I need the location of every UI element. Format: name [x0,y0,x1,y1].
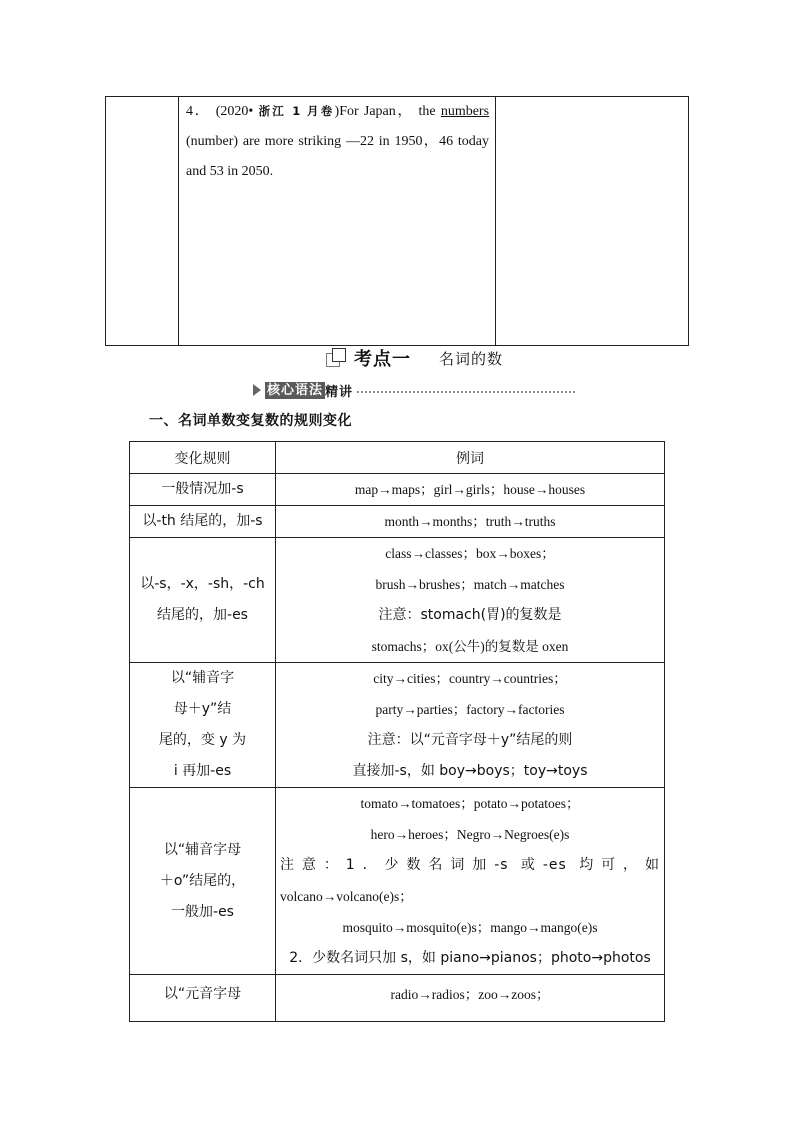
table-row [130,506,665,538]
section-heading-sub: 名词的数 [439,349,504,368]
table-row [130,975,665,1022]
table-row [130,663,665,788]
exercise-answer: numbers [440,104,490,119]
exercise-source: (2020• 浙江 1 月卷) [215,104,340,119]
table-row [130,538,665,663]
core-grammar-badge: 核心语法 [267,382,324,398]
exercise-table-right-cell [496,97,689,346]
examples-cell: tomato→tomatoes；potato→potatoes； hero→heroes；Negro→Negroes(e)s 注意：1．少数名词加-s 或-es 均可，如 volcano→volcano(e)s； mosquito→mosquito(e)s；mango→mango(e)s 2．少数名词只加 s，如 piano→pianos；photo→photos [276,788,665,975]
core-grammar-badge-tail: 精讲 [325,384,354,400]
exercise-text-2: (number) are more striking —22 in [186,134,390,149]
examples-cell: class→classes；box→boxes； brush→brushes；match→matches 注意：stomach(胃)的复数是 stomachs；ox(公牛)的复数是 oxen [276,538,665,663]
exercise-table-content-cell [179,97,496,346]
table-row [130,474,665,506]
triangle-right-icon [253,384,261,396]
rule-cell: 一般情况加-s [130,474,276,506]
rule-cell: 以-th 结尾的，加-s [130,506,276,538]
rule-cell: 以-s，-x，-sh，-ch 结尾的，加-es [130,538,276,663]
table-row [130,788,665,975]
dotted-divider [357,391,575,393]
header-examples: 例词 [276,442,665,474]
exercise-item-4 [179,96,495,187]
section-heading [326,346,503,370]
rule-cell: 以“元音字母 [130,975,276,1022]
section-heading-main: 考点一 [354,349,411,370]
examples-cell: month→months；truth→truths [276,506,665,538]
examples-cell: radio→radios；zoo→zoos； [276,975,665,1022]
continued-exercise-table [105,96,689,346]
examples-cell: city→cities；country→countries； party→parties；factory→factories 注意：以“元音字母＋y”结尾的则 直接加-s，如 boy→boys；toy→toys [276,663,665,788]
exercise-number: 4． [186,104,211,119]
exercise-text-3: 1950，46 today and 53 in 2050. [186,134,489,179]
exercise-table-left-cell [106,97,179,346]
overlapping-squares-icon [326,347,348,369]
section-title: 一、名词单数变复数的规则变化 [149,413,352,429]
core-grammar-bar [253,380,575,400]
exercise-text-1: For Japan， the [339,104,436,119]
plural-rules-table [129,441,665,1022]
table-header-row [130,442,665,474]
rule-cell: 以“辅音字 母＋y”结 尾的，变 y 为 i 再加-es [130,663,276,788]
rule-cell: 以“辅音字母 ＋o”结尾的， 一般加-es [130,788,276,975]
examples-cell: map→maps；girl→girls；house→houses [276,474,665,506]
header-rule: 变化规则 [130,442,276,474]
